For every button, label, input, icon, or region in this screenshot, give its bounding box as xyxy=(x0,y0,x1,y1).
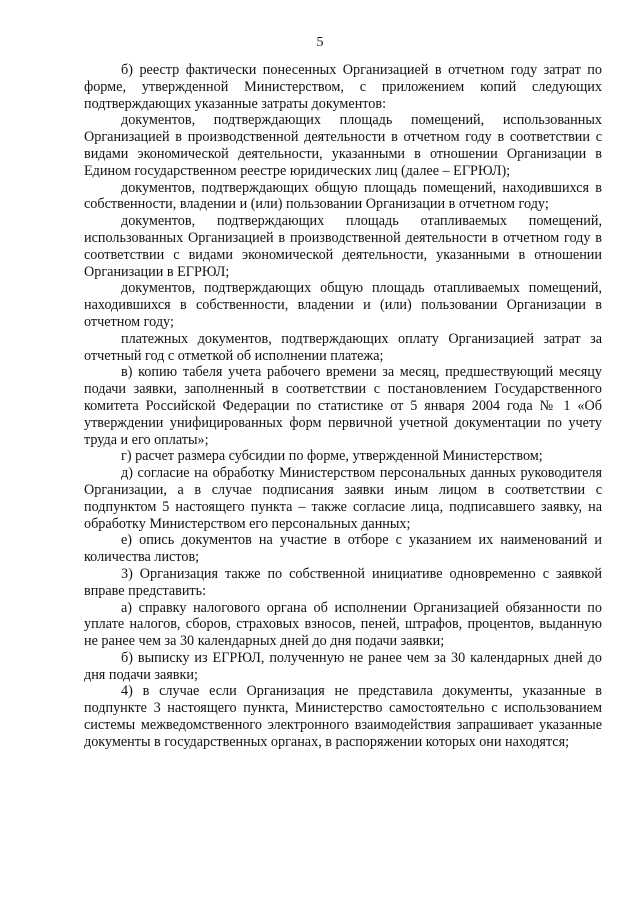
paragraph-d-personal-data-consent: д) согласие на обработку Министерством персональных данных руководителя Организации, а в случае подписания заявки иным лицом в соответствии с подпунктом 5 настоящего пункта – также согласие лица, подписавшего заявку, на обработку Министерством его персональных данных; xyxy=(84,465,602,532)
paragraph-g-subsidy-calculation: г) расчет размера субсидии по форме, утвержденной Министерством; xyxy=(121,448,543,465)
document-body xyxy=(84,62,602,751)
paragraph-v-timesheet-copy: в) копию табеля учета рабочего времени за месяц, предшествующий месяцу подачи заявки, заполненный в соответствии с постановлением Государственного комитета Российской Федерации по статистике от 5 января 2004 года № 1 «Об утверждении унифицированных форм первичной учетной документации по учету труда и его оплаты»; xyxy=(84,364,602,448)
paragraph-total-heated-area-docs: документов, подтверждающих общую площадь отапливаемых помещений, находившихся в собственности, владении и (или) пользовании Организации в отчетном году; xyxy=(84,280,602,330)
paragraph-4-interagency-request: 4) в случае если Организация не представила документы, указанные в подпункте 3 настоящего пункта, Министерство самостоятельно с использованием системы межведомственного электронного взаимодействия запрашивает указанные документы в государственных органах, в распоряжении которых они находятся; xyxy=(84,683,602,750)
paragraph-b-expense-register: б) реестр фактически понесенных Организацией в отчетном году затрат по форме, утвержденной Министерством, с приложением копий следующих подтверждающих указанные затраты документов: xyxy=(84,62,602,112)
paragraph-a-tax-certificate: а) справку налогового органа об исполнении Организацией обязанности по уплате налогов, сборов, страховых взносов, пеней, штрафов, процентов, выданную не ранее чем за 30 календарных дней до дня подачи заявки; xyxy=(84,599,602,650)
paragraph-b-egrul-extract: б) выписку из ЕГРЮЛ, полученную не ранее чем за 30 календарных дней до дня подачи заявки; xyxy=(84,649,602,683)
page-number: 5 xyxy=(316,35,324,50)
paragraph-total-premises-area-docs: документов, подтверждающих общую площадь помещений, находившихся в собственности, владении и (или) пользовании Организации в отчетном году; xyxy=(84,179,602,213)
paragraph-3-optional-documents: 3) Организация также по собственной инициативе одновременно с заявкой вправе представить: xyxy=(84,565,602,599)
paragraph-payment-docs: платежных документов, подтверждающих оплату Организацией затрат за отчетный год с отметкой об исполнении платежа; xyxy=(84,330,602,364)
paragraph-heated-premises-area-docs: документов, подтверждающих площадь отапливаемых помещений, использованных Организацией в производственной деятельности в отчетном году в соответствии с видами экономической деятельности, указанными в отношении Организации в ЕГРЮЛ; xyxy=(84,213,602,280)
paragraph-used-premises-area-docs: документов, подтверждающих площадь помещений, использованных Организацией в производственной деятельности в отчетном году в соответствии с видами экономической деятельности, указанными в отношении Организации в Едином государственном реестре юридических лиц (далее – ЕГРЮЛ); xyxy=(84,112,602,179)
paragraph-e-document-inventory: е) опись документов на участие в отборе с указанием их наименований и количества листов; xyxy=(84,532,602,566)
